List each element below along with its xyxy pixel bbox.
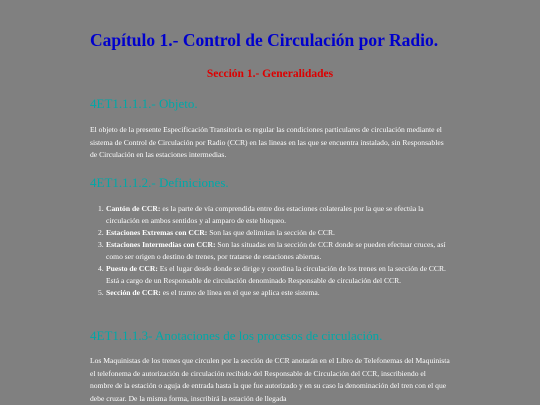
- definition-term: Estaciones Extremas con CCR:: [106, 228, 208, 237]
- heading-objeto: 4ET1.1.1.1.- Objeto.: [90, 96, 198, 111]
- list-item-number: 4.: [98, 264, 104, 273]
- list-item-number: 2.: [98, 228, 104, 237]
- paragraph-objeto: El objeto de la presente Especificación Transitoria es regular las condiciones particulares de circulación mediante el sistema de Control de Circulación por Radio (CCR) en las lineas en las que se encuentra instalado, sin Responsables de Circulación en las estaciones intermedias.: [90, 125, 444, 159]
- definition-text: Es el lugar desde donde se dirige y coordina la circulación de los trenes en la sección de CCR. Está a cargo de un Responsable de circulación denominado Responsable de circulación del CCR.: [106, 264, 446, 285]
- list-item: [98, 263, 458, 287]
- section-title: Sección 1.- Generalidades: [206, 68, 334, 80]
- list-item-number: 3.: [98, 240, 104, 249]
- definition-term: Estaciones Intermedias con CCR:: [106, 240, 216, 249]
- definition-text: Son las situadas en la sección de CCR donde se pueden efectuar cruces, así como ser origen o destino de trenes, por tratarse de estaciones abiertas.: [106, 240, 446, 261]
- definition-term: Puesto de CCR:: [106, 264, 158, 273]
- list-item: [98, 227, 458, 239]
- definitions-list: [98, 203, 458, 299]
- list-item: [98, 239, 458, 263]
- definition-text: es la parte de vía comprendida entre dos estaciones colaterales por la que se efectúa la circulación en ambos sentidos y al amparo de este bloqueo.: [106, 204, 424, 225]
- chapter-title: Capítulo 1.- Control de Circulación por Radio.: [90, 30, 439, 50]
- list-item: [98, 203, 458, 227]
- heading-definiciones: 4ET1.1.1.2.- Definiciones.: [90, 175, 229, 190]
- heading-anotaciones: 4ET1.1.1.3- Anotaciones de los procesos de circulación.: [90, 328, 383, 343]
- definition-term: Sección de CCR:: [106, 288, 161, 297]
- definition-text: Son las que delimitan la sección de CCR.: [207, 228, 335, 237]
- list-item-number: 5.: [98, 288, 104, 297]
- list-item-number: 1.: [98, 204, 104, 213]
- paragraph-anotaciones: Los Maquinistas de los trenes que circulen por la sección de CCR anotarán en el Libro de Telefonemas del Maquinista el telefonema de autorización de circulación recibido del Responsable de Circulación del CCR, inscribiendo el nombre de la estación o aguja de entrada hasta la que fue autorizado y en su caso la denominación del tren con el que debe cruzar. De la misma forma, inscribirá la estación de llegada: [90, 356, 450, 403]
- list-item: [98, 287, 458, 299]
- definition-text: es el tramo de línea en el que se aplica este sistema.: [160, 288, 320, 297]
- definition-term: Cantón de CCR:: [106, 204, 161, 213]
